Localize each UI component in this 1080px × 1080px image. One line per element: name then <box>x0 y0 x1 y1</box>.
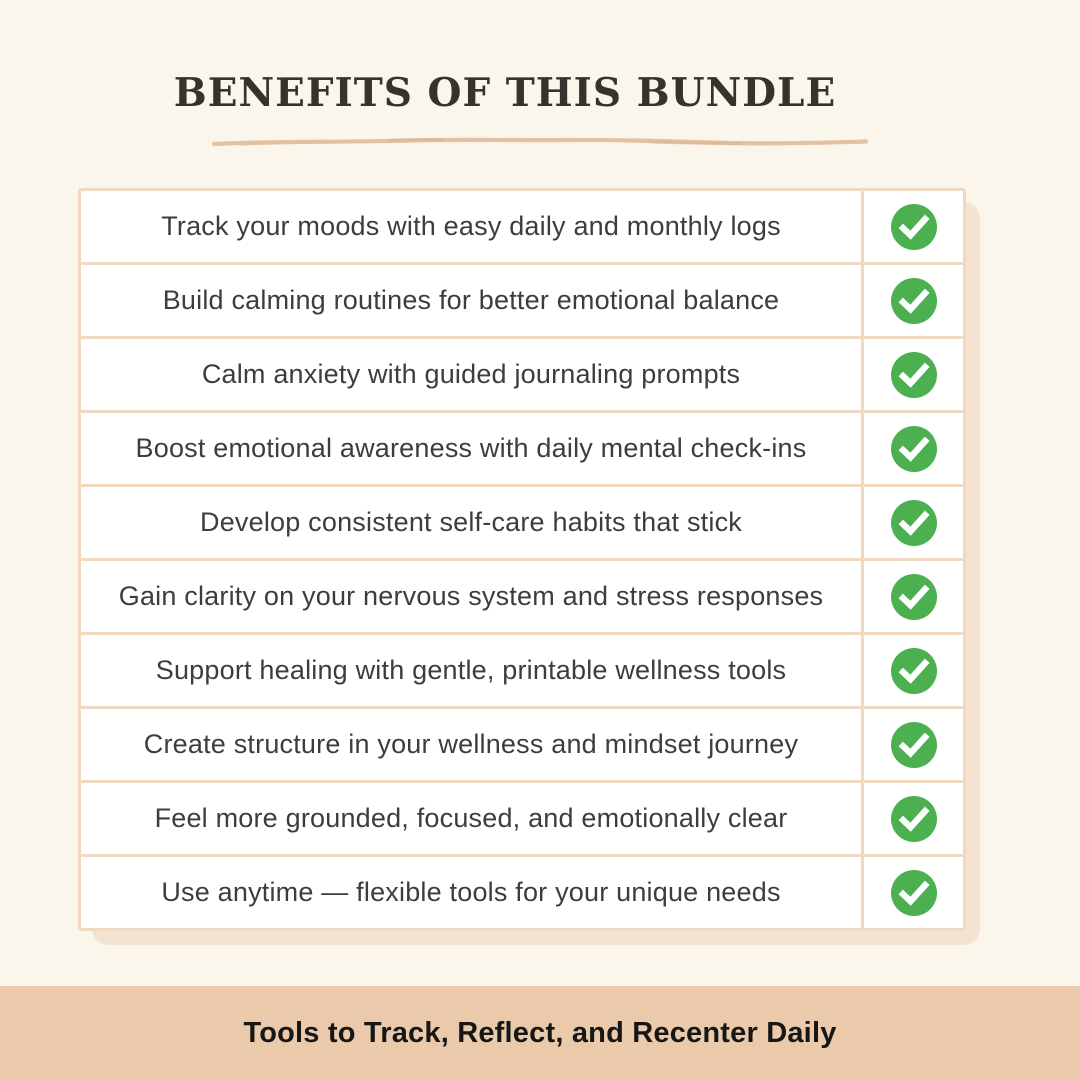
check-cell <box>864 191 963 262</box>
checkmark-circle-icon <box>891 204 937 250</box>
benefit-text: Track your moods with easy daily and monthly logs <box>81 191 861 262</box>
check-cell <box>864 709 963 780</box>
checkmark-circle-icon <box>891 426 937 472</box>
checkmark-circle-icon <box>891 500 937 546</box>
footer-tagline: Tools to Track, Reflect, and Recenter Daily <box>243 1016 837 1049</box>
table-row <box>81 413 963 484</box>
checkmark-circle-icon <box>891 574 937 620</box>
check-cell <box>864 413 963 484</box>
table-row <box>81 857 963 928</box>
table-row <box>81 339 963 410</box>
benefit-text: Use anytime — flexible tools for your unique needs <box>81 857 861 928</box>
benefit-text: Boost emotional awareness with daily mental check-ins <box>81 413 861 484</box>
table-row <box>81 265 963 336</box>
benefit-text: Feel more grounded, focused, and emotionally clear <box>81 783 861 854</box>
check-cell <box>864 561 963 632</box>
table-row <box>81 709 963 780</box>
checkmark-circle-icon <box>891 796 937 842</box>
check-cell <box>864 635 963 706</box>
table-row <box>81 783 963 854</box>
table-row <box>81 635 963 706</box>
checkmark-circle-icon <box>891 352 937 398</box>
check-cell <box>864 487 963 558</box>
footer-bar <box>0 986 1080 1080</box>
table-row <box>81 487 963 558</box>
check-cell <box>864 265 963 336</box>
benefit-text: Develop consistent self-care habits that stick <box>81 487 861 558</box>
table-row <box>81 191 963 262</box>
check-cell <box>864 783 963 854</box>
checkmark-circle-icon <box>891 648 937 694</box>
check-cell <box>864 857 963 928</box>
benefit-text: Build calming routines for better emotional balance <box>81 265 861 336</box>
benefits-table <box>78 188 966 931</box>
checkmark-circle-icon <box>891 722 937 768</box>
benefit-text: Create structure in your wellness and mindset journey <box>81 709 861 780</box>
checkmark-circle-icon <box>891 870 937 916</box>
benefit-text: Calm anxiety with guided journaling prompts <box>81 339 861 410</box>
checkmark-circle-icon <box>891 278 937 324</box>
table-row <box>81 561 963 632</box>
benefit-text: Gain clarity on your nervous system and stress responses <box>81 561 861 632</box>
benefit-text: Support healing with gentle, printable wellness tools <box>81 635 861 706</box>
page-title: BENEFITS OF THIS BUNDLE <box>173 70 837 116</box>
check-cell <box>864 339 963 410</box>
title-underline-brush-stroke <box>210 126 870 152</box>
